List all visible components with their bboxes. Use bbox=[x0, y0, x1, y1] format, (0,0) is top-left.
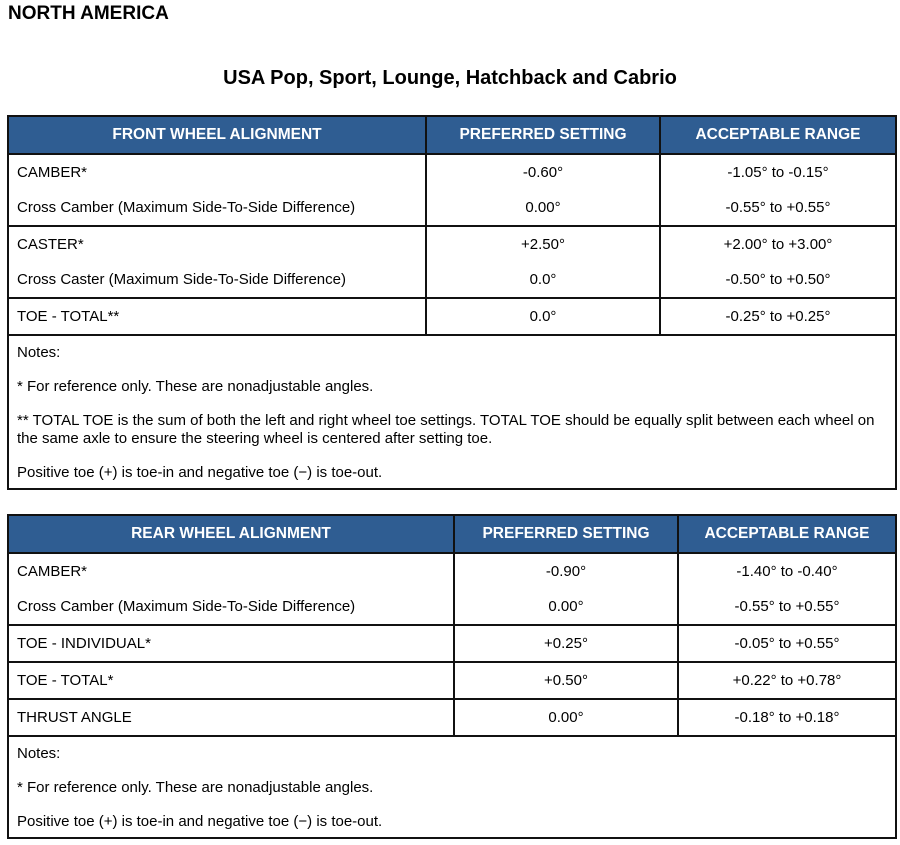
row-label: Cross Camber (Maximum Side-To-Side Difference) bbox=[8, 589, 454, 625]
range-value: -1.40° to -0.40° bbox=[678, 553, 896, 589]
notes-row bbox=[8, 335, 896, 489]
preferred-value: 0.0° bbox=[426, 262, 660, 298]
column-header-preferred-setting: PREFERRED SETTING bbox=[454, 515, 678, 553]
region-heading: NORTH AMERICA bbox=[8, 3, 169, 24]
row-label: CASTER* bbox=[8, 226, 426, 262]
row-label: TOE - TOTAL* bbox=[8, 662, 454, 699]
notes-heading: Notes: bbox=[17, 344, 61, 361]
notes-row bbox=[8, 736, 896, 838]
column-header-rear-wheel-alignment: REAR WHEEL ALIGNMENT bbox=[8, 515, 454, 553]
column-header-acceptable-range: ACCEPTABLE RANGE bbox=[660, 116, 896, 154]
note-text: Positive toe (+) is toe-in and negative toe (−) is toe-out. bbox=[17, 813, 383, 830]
preferred-value: 0.00° bbox=[426, 190, 660, 226]
column-header-preferred-setting: PREFERRED SETTING bbox=[426, 116, 660, 154]
table-row bbox=[8, 625, 896, 662]
range-value: -0.50° to +0.50° bbox=[660, 262, 896, 298]
range-value: -0.05° to +0.55° bbox=[678, 625, 896, 662]
note-text: ** TOTAL TOE is the sum of both the left and right wheel toe settings. TOTAL TOE should be equally split between each wheel on the same axle to ensure the steering wheel is centered after setting toe. bbox=[17, 412, 875, 447]
note-text: Positive toe (+) is toe-in and negative toe (−) is toe-out. bbox=[17, 464, 383, 481]
row-label: CAMBER* bbox=[8, 154, 426, 190]
row-label: TOE - INDIVIDUAL* bbox=[8, 625, 454, 662]
notes-cell bbox=[8, 736, 896, 838]
preferred-value: +0.50° bbox=[454, 662, 678, 699]
range-value: -0.55° to +0.55° bbox=[660, 190, 896, 226]
note-text: * For reference only. These are nonadjustable angles. bbox=[17, 378, 374, 395]
row-label: Cross Camber (Maximum Side-To-Side Difference) bbox=[8, 190, 426, 226]
row-label: Cross Caster (Maximum Side-To-Side Difference) bbox=[8, 262, 426, 298]
table-row bbox=[8, 589, 896, 625]
table-row bbox=[8, 553, 896, 589]
table-row bbox=[8, 226, 896, 262]
table-row bbox=[8, 262, 896, 298]
row-label: CAMBER* bbox=[8, 553, 454, 589]
table-row bbox=[8, 154, 896, 190]
range-value: -1.05° to -0.15° bbox=[660, 154, 896, 190]
range-value: +2.00° to +3.00° bbox=[660, 226, 896, 262]
table-header-row bbox=[8, 515, 896, 553]
note-text: * For reference only. These are nonadjustable angles. bbox=[17, 779, 374, 796]
range-value: +0.22° to +0.78° bbox=[678, 662, 896, 699]
notes-heading: Notes: bbox=[17, 745, 61, 762]
preferred-value: 0.00° bbox=[454, 589, 678, 625]
range-value: -0.55° to +0.55° bbox=[678, 589, 896, 625]
preferred-value: 0.0° bbox=[426, 298, 660, 335]
row-label: THRUST ANGLE bbox=[8, 699, 454, 736]
table-row bbox=[8, 699, 896, 736]
preferred-value: 0.00° bbox=[454, 699, 678, 736]
table-header-row bbox=[8, 116, 896, 154]
table-row bbox=[8, 662, 896, 699]
column-header-front-wheel-alignment: FRONT WHEEL ALIGNMENT bbox=[8, 116, 426, 154]
front-alignment-table bbox=[7, 115, 897, 490]
row-label: TOE - TOTAL** bbox=[8, 298, 426, 335]
preferred-value: -0.60° bbox=[426, 154, 660, 190]
page-subtitle: USA Pop, Sport, Lounge, Hatchback and Cabrio bbox=[223, 67, 677, 89]
preferred-value: +2.50° bbox=[426, 226, 660, 262]
range-value: -0.18° to +0.18° bbox=[678, 699, 896, 736]
table-row bbox=[8, 190, 896, 226]
notes-cell bbox=[8, 335, 896, 489]
column-header-acceptable-range: ACCEPTABLE RANGE bbox=[678, 515, 896, 553]
rear-alignment-table bbox=[7, 514, 897, 839]
table-row bbox=[8, 298, 896, 335]
preferred-value: -0.90° bbox=[454, 553, 678, 589]
range-value: -0.25° to +0.25° bbox=[660, 298, 896, 335]
preferred-value: +0.25° bbox=[454, 625, 678, 662]
